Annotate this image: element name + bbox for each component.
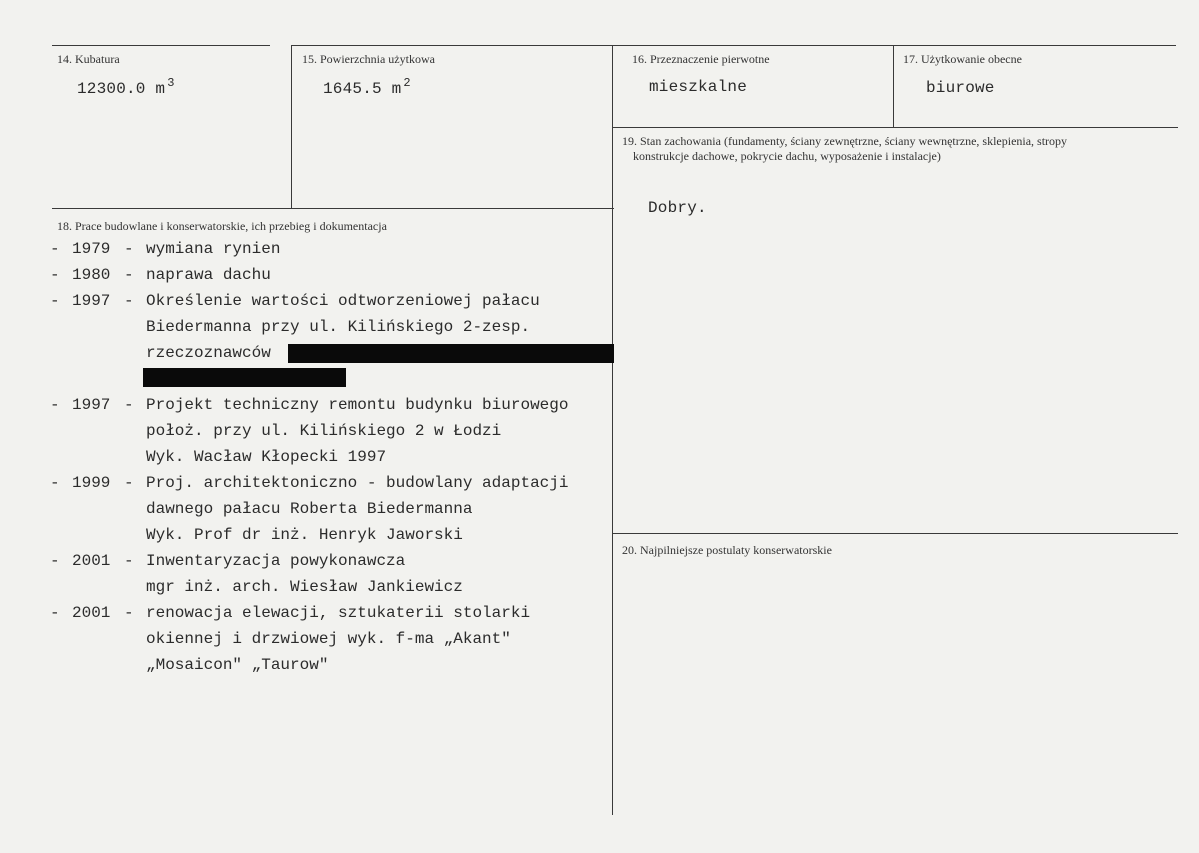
stan-zachowania-value: Dobry. — [648, 199, 707, 217]
entry-year: 1999 — [72, 474, 111, 492]
entry-text: renowacja elewacji, sztukaterii stolarki — [146, 604, 531, 622]
uzytkowanie-label: 17. Użytkowanie obecne — [903, 52, 1022, 66]
entry-separator: - — [124, 552, 134, 570]
entry-text: Inwentaryzacja powykonawcza — [146, 552, 406, 570]
entry-text: Wyk. Wacław Kłopecki 1997 — [146, 448, 387, 466]
entry-text: Określenie wartości odtworzeniowej pałacu — [146, 292, 540, 310]
entry-text: dawnego pałacu Roberta Biedermanna — [146, 500, 473, 518]
top-rule-left — [52, 45, 270, 46]
entry-text: Proj. architektoniczno - budowlany adaptacji — [146, 474, 569, 492]
entry-dash: - — [50, 604, 60, 622]
top-rule-right — [292, 45, 1176, 46]
przeznaczenie-value: mieszkalne — [649, 78, 748, 96]
entry-dash: - — [50, 240, 60, 258]
uzytkowanie-value: biurowe — [926, 79, 995, 97]
entry-dash: - — [50, 552, 60, 570]
entry-dash: - — [50, 266, 60, 284]
list-item — [50, 548, 620, 600]
entry-text: wymiana rynien — [146, 240, 281, 258]
kubatura-value: 12300.0 m $^3$ — [77, 76, 175, 98]
kubatura-label: 14. Kubatura — [57, 52, 120, 66]
postulaty-label: 20. Najpilniejsze postulaty konserwatorskie — [622, 543, 832, 557]
entry-year: 1980 — [72, 266, 111, 284]
powierzchnia-label: 15. Powierzchnia użytkowa — [302, 52, 435, 66]
entry-dash: - — [50, 396, 60, 414]
entry-separator: - — [124, 396, 134, 414]
entry-year: 2001 — [72, 552, 111, 570]
entry-dash: - — [50, 474, 60, 492]
entry-text: Projekt techniczny remontu budynku biurowego — [146, 396, 569, 414]
list-item — [50, 392, 620, 470]
entry-separator: - — [124, 292, 134, 310]
entry-text: rzeczoznawców — [146, 344, 271, 362]
redaction-bar — [288, 344, 614, 363]
divider-14-15 — [291, 45, 292, 209]
entry-text: Wyk. Prof dr inż. Henryk Jaworski — [146, 526, 463, 544]
entry-separator: - — [124, 240, 134, 258]
stan-zachowania-label-line2: konstrukcje dachowe, pokrycie dachu, wyposażenie i instalacje) — [633, 149, 941, 163]
entry-text: naprawa dachu — [146, 266, 271, 284]
entry-year: 2001 — [72, 604, 111, 622]
list-item — [50, 600, 620, 678]
entry-text: położ. przy ul. Kilińskiego 2 w Łodzi — [146, 422, 502, 440]
entry-year: 1997 — [72, 292, 111, 310]
entry-dash: - — [50, 292, 60, 310]
rule-under-16-17 — [613, 127, 1178, 128]
prace-budowlane-label: 18. Prace budowlane i konserwatorskie, ich przebieg i dokumentacja — [57, 219, 387, 233]
entry-separator: - — [124, 604, 134, 622]
entry-text: „Mosaicon" „Taurow" — [146, 656, 329, 674]
list-item — [50, 262, 620, 288]
powierzchnia-value: 1645.5 m $^2$ — [323, 76, 411, 98]
entry-separator: - — [124, 474, 134, 492]
przeznaczenie-label: 16. Przeznaczenie pierwotne — [632, 52, 770, 66]
entry-year: 1997 — [72, 396, 111, 414]
entry-separator: - — [124, 266, 134, 284]
entry-year: 1979 — [72, 240, 111, 258]
divider-16-17 — [893, 45, 894, 128]
rule-under-15 — [52, 208, 614, 209]
rule-above-20 — [613, 533, 1178, 534]
entry-text: Biedermanna przy ul. Kilińskiego 2-zesp. — [146, 318, 531, 336]
stan-zachowania-label-line1: 19. Stan zachowania (fundamenty, ściany zewnętrzne, ściany wewnętrzne, sklepienia, stropy — [622, 134, 1068, 148]
list-item — [50, 470, 620, 548]
redaction-bar — [143, 368, 346, 387]
entry-text: okiennej i drzwiowej wyk. f-ma „Akant" — [146, 630, 511, 648]
list-item — [50, 236, 620, 262]
prace-entries-list — [50, 236, 620, 678]
entry-text: mgr inż. arch. Wiesław Jankiewicz — [146, 578, 463, 596]
